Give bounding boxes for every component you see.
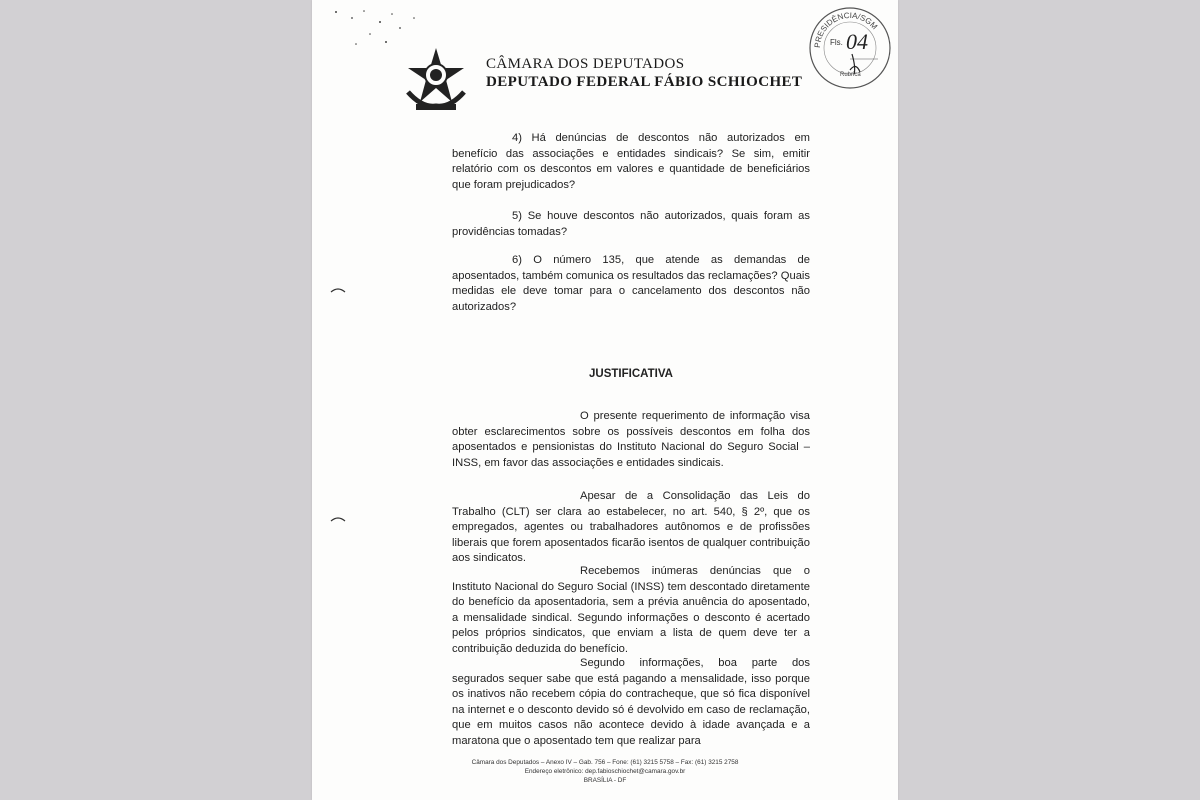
paragraph-text: Segundo informações, boa parte dos segurados sequer sabe que está pagando a mensalidade, isso porque os inativos não recebem cópia do contracheque, que só fica disponível na internet e o desconto devido só é devolvido em caso de reclamação, que em muitos casos não acontece devido à idade avançada e a maratona que o aposentado tem que realizar para bbox=[452, 657, 810, 747]
punch-hole-mark bbox=[330, 287, 346, 293]
stamp-label: Fls. bbox=[830, 38, 843, 47]
letterhead bbox=[486, 55, 802, 91]
punch-hole-mark bbox=[330, 516, 346, 522]
page-footer bbox=[312, 758, 898, 785]
question-text: 5) Se houve descontos não autorizados, quais foram as providências tomadas? bbox=[452, 210, 810, 238]
justification-paragraph-2 bbox=[452, 489, 810, 567]
paragraph-text: Recebemos inúmeras denúncias que o Instituto Nacional do Seguro Social (INSS) tem descontado diretamente do benefício da aposentadoria, sem a prévia anuência do aposentado, a mensalidade sindical. Segundo informações o desconto é acertado pelos próprios sindicatos, que enviam a lista de quem deve ter a contribuição deduzida do benefício. bbox=[452, 565, 810, 655]
question-4 bbox=[452, 131, 810, 193]
justification-paragraph-4 bbox=[452, 656, 810, 750]
justification-paragraph-1 bbox=[452, 409, 810, 471]
paragraph-text: Apesar de a Consolidação das Leis do Trabalho (CLT) ser clara ao estabelecer, no art. 540, § 2º, que os empregados, agentes ou trabalhadores autônomos e de profissões liberais que forem aposentados ficarão isentos de qualquer contribuição aos sindicatos. bbox=[452, 490, 810, 565]
stamp-page-number: 04 bbox=[846, 29, 868, 54]
chamber-name: CÂMARA DOS DEPUTADOS bbox=[486, 56, 685, 72]
question-5 bbox=[452, 209, 810, 240]
question-6 bbox=[452, 253, 810, 315]
footer-address: Câmara dos Deputados – Anexo IV – Gab. 756 – Fone: (61) 3215 5758 – Fax: (61) 3215 2758 bbox=[471, 759, 739, 766]
document-page bbox=[312, 0, 898, 800]
question-text: 4) Há denúncias de descontos não autorizados em benefício das associações e entidades sindicais? Se sim, emitir relatório com os descontos em valores e quantidade de beneficiários que foram prejudicados? bbox=[452, 132, 810, 191]
footer-email: Endereço eletrônico: dep.fabioschiochet@camara.gov.br bbox=[524, 768, 686, 775]
justification-paragraph-3 bbox=[452, 564, 810, 658]
deputy-name: DEPUTADO FEDERAL FÁBIO SCHIOCHET bbox=[486, 74, 803, 90]
stamp-ring-text: PRESIDÊNCIA/SGM bbox=[812, 10, 880, 49]
paragraph-text: O presente requerimento de informação visa obter esclarecimentos sobre os possíveis descontos em folha dos aposentados e pensionistas do Instituto Nacional do Seguro Social – INSS, em favor das associações e entidades sindicais. bbox=[452, 410, 810, 469]
stamp-sub-label: Rubrica bbox=[840, 72, 861, 78]
section-title: JUSTIFICATIVA bbox=[589, 368, 673, 380]
brazil-coat-of-arms-icon bbox=[402, 46, 470, 114]
footer-city: BRASÍLIA - DF bbox=[583, 777, 627, 784]
question-text: 6) O número 135, que atende as demandas de aposentados, também comunica os resultados das reclamações? Quais medidas ele deve tomar para o cancelamento dos descontos não autorizados? bbox=[452, 254, 810, 313]
